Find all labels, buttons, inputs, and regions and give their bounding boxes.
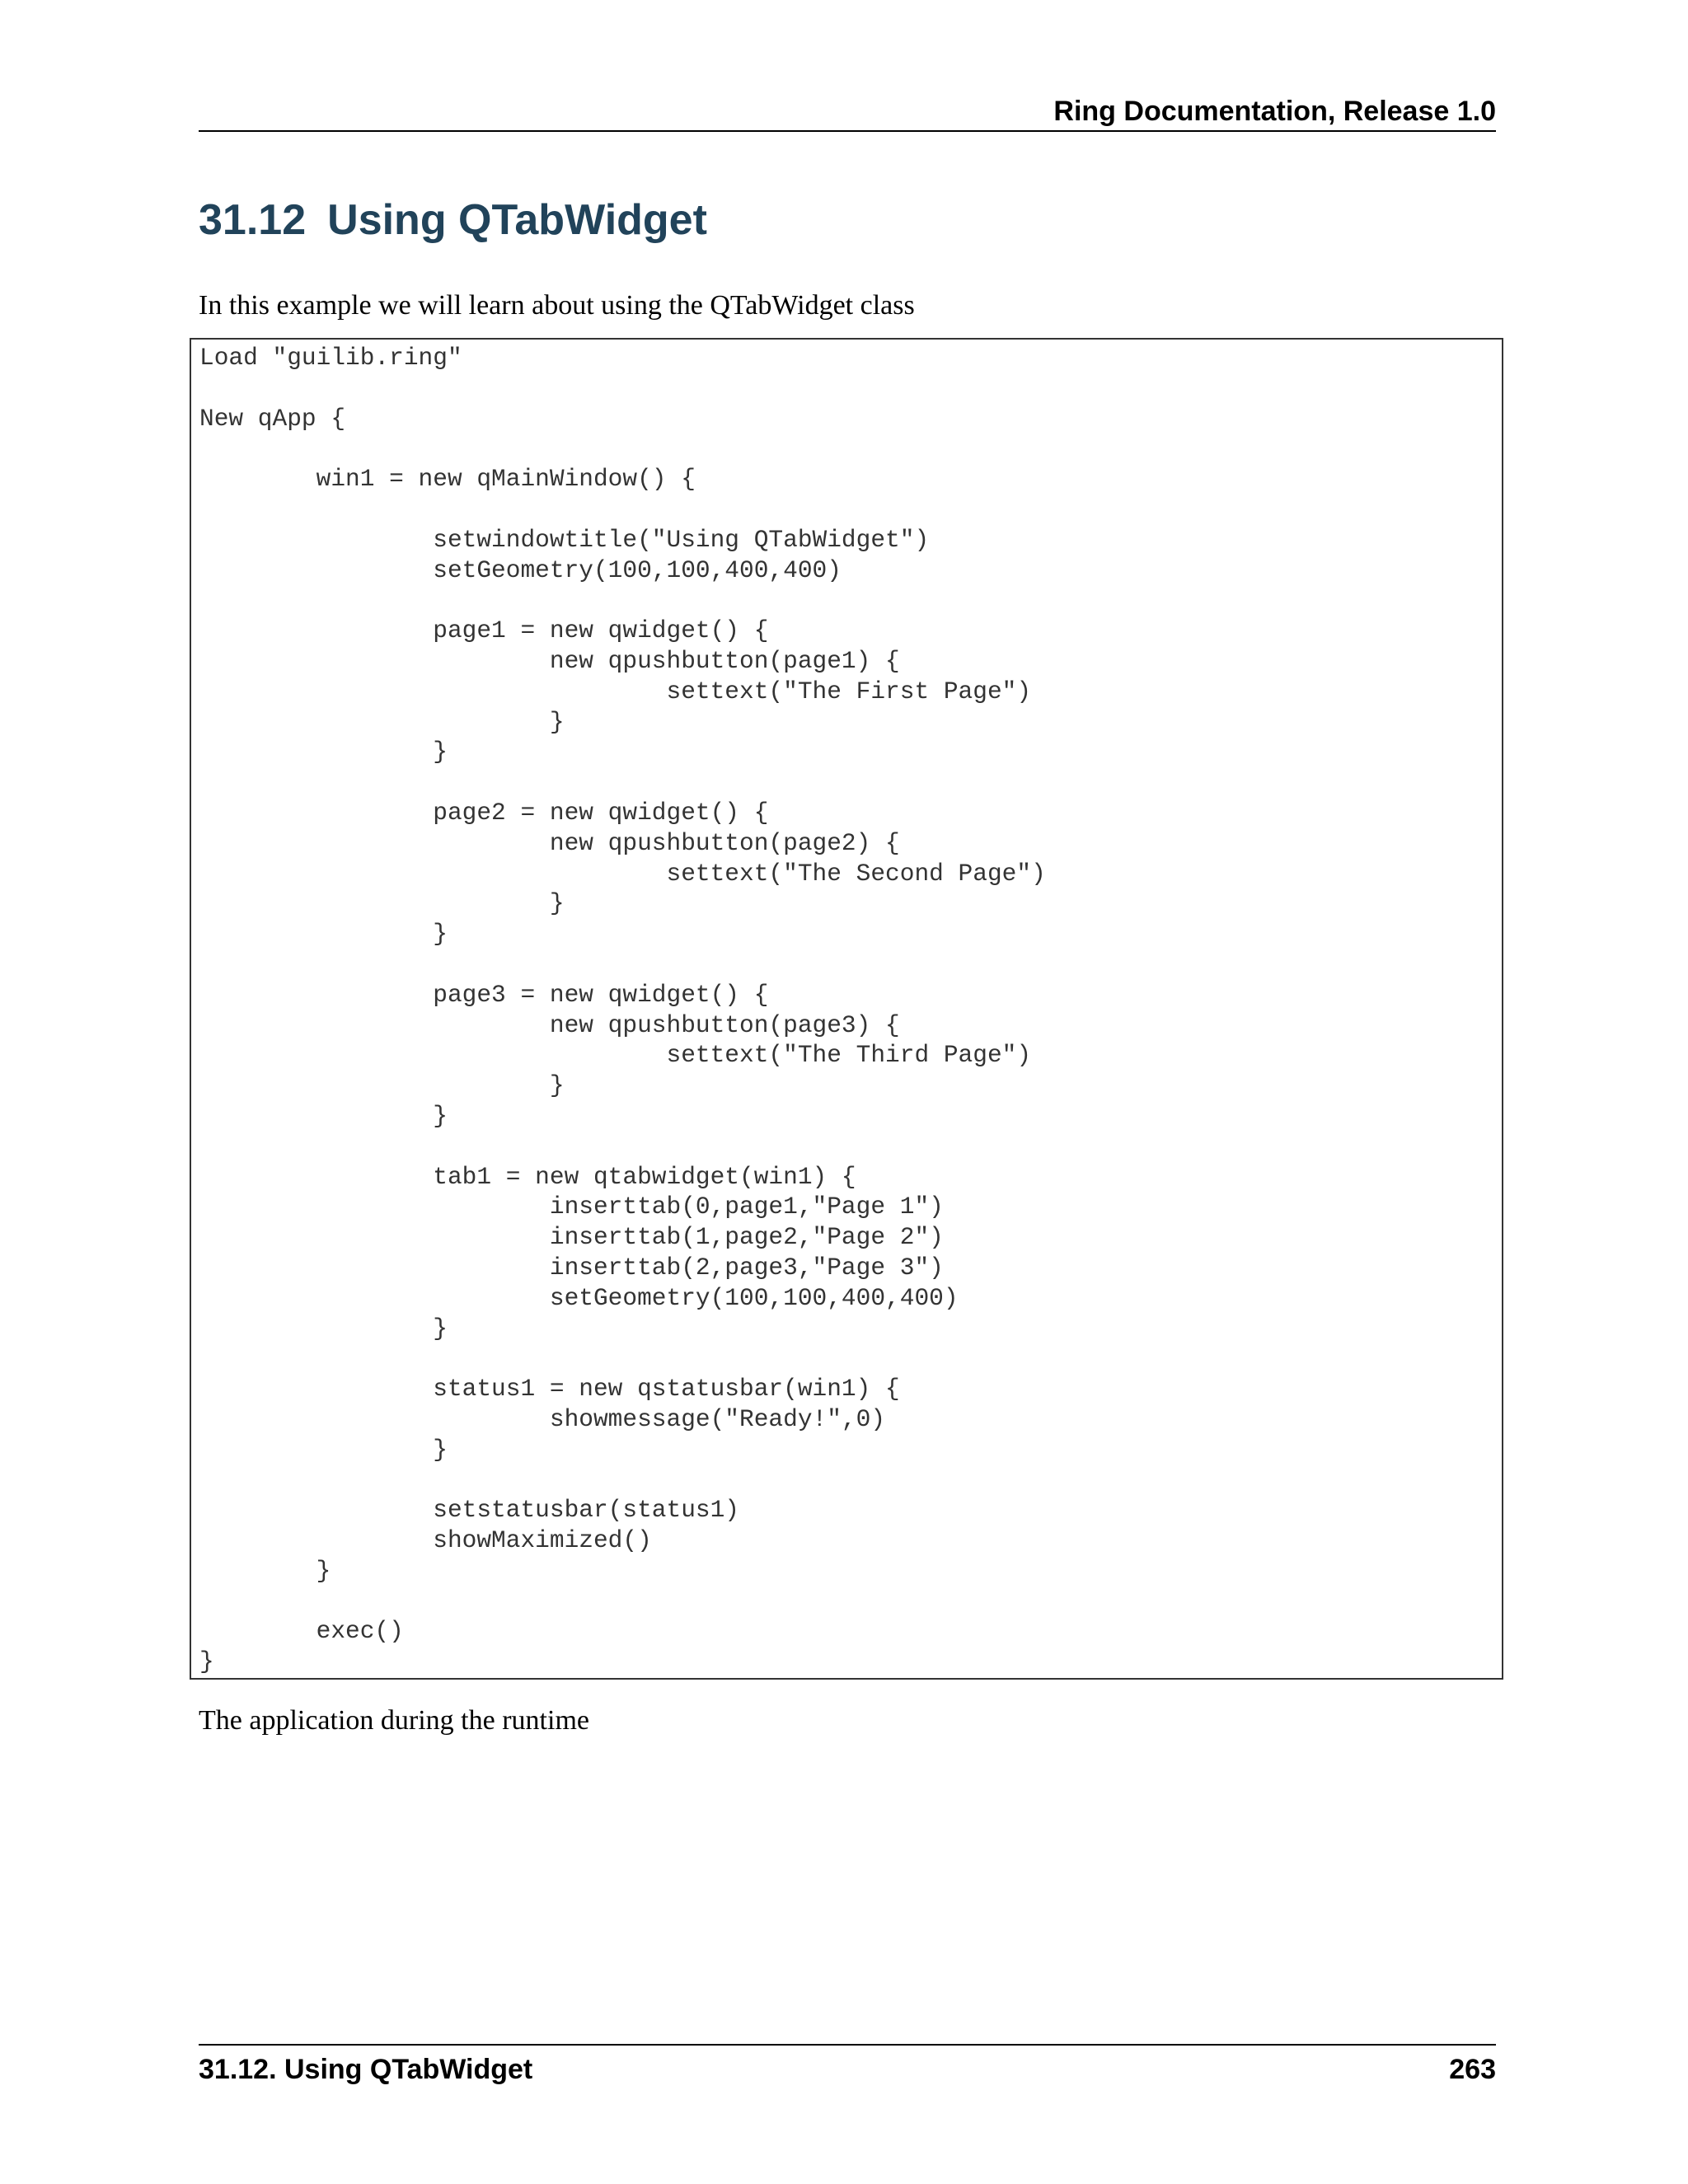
footer-section-label: 31.12. Using QTabWidget (199, 2054, 533, 2085)
running-header-title: Ring Documentation, Release 1.0 (1053, 96, 1496, 127)
code-block (190, 338, 1503, 1680)
page-number: 263 (1449, 2054, 1496, 2085)
section-heading (199, 191, 707, 249)
runtime-caption: The application during the runtime (199, 1705, 589, 1736)
running-footer (199, 2044, 1496, 2088)
running-header (199, 92, 1496, 132)
intro-paragraph: In this example we will learn about using the QTabWidget class (199, 290, 915, 321)
section-number: 31.12 (199, 196, 307, 244)
section-title: Using QTabWidget (327, 196, 707, 244)
code-listing: Load "guilib.ring" New qApp { win1 = new qMainWindow() { setwindowtitle("Using QTabWidget") setGeometry(100,100,400,400) page1 = new qwidget() { new qpushbutton(page1) { settext("The First Page") } } page2 = new qwidget() { new qpushbutton(page2) { settext("The Second Page") } } page3 = new qwidget() { new qpushbutton(page3) { settext("The Third Page") } } tab1 = new qtabwidget(win1) { inserttab(0,page1,"Page 1") inserttab(1,page2,"Page 2") inserttab(2,page3,"Page 3") setGeometry(100,100,400,400) } status1 = new qstatusbar(win1) { showmessage("Ready!",0) } setstatusbar(status1) showMaximized() } exec() } (199, 344, 1046, 1676)
